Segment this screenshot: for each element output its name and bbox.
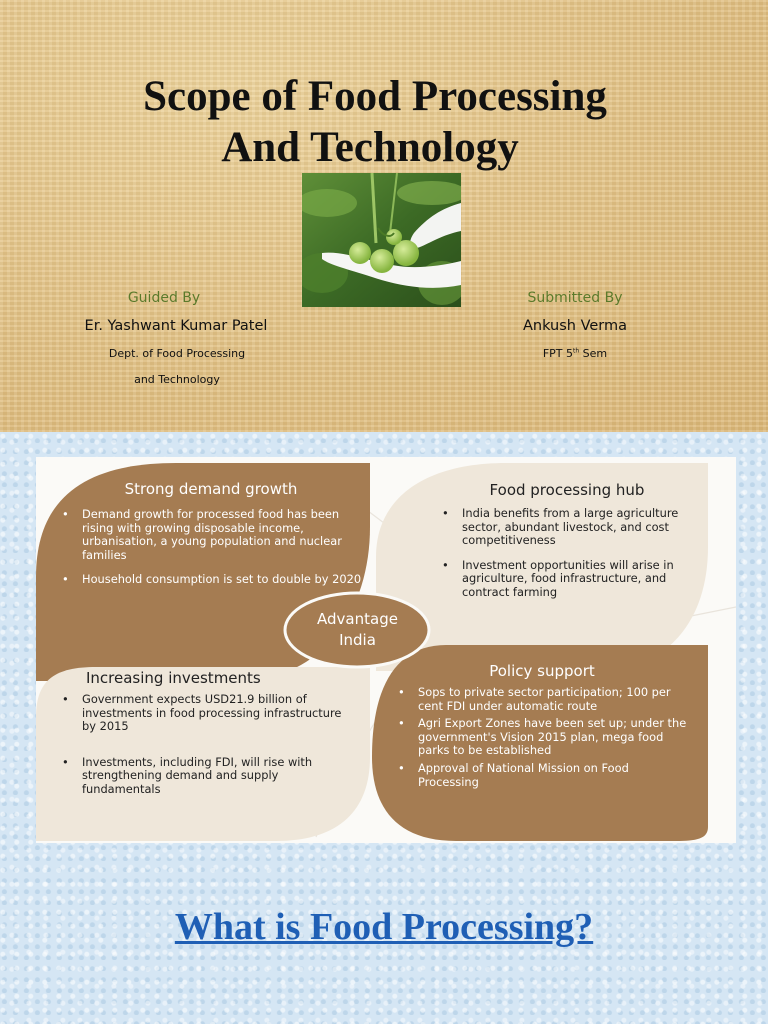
submitted-by-heading: Submitted By [527, 290, 623, 306]
tomatoes-in-gloved-hands-photo [302, 173, 461, 307]
advantage-india-slide [0, 432, 768, 1024]
slide-title-line-2: And Technology [221, 124, 519, 171]
food-hub-box [436, 481, 698, 611]
strong-demand-bullet-1: • Demand growth for processed food has been rising with growing disposable income, urbanisation, a young population and nuclear families [56, 508, 366, 562]
guide-dept-block-2 [92, 373, 262, 386]
guide-name: Er. Yashwant Kumar Patel [84, 318, 268, 334]
advantage-india-infographic [36, 457, 736, 843]
guide-dept-line-2: and Technology [134, 373, 220, 386]
slide-title-line-1: Scope of Food Processing [143, 73, 607, 120]
increasing-investments-title: Increasing investments [86, 669, 261, 687]
what-is-food-processing-link[interactable]: What is Food Processing? [174, 906, 594, 948]
guide-dept-block [82, 347, 272, 360]
submitter-name: Ankush Verma [522, 318, 628, 334]
policy-support-bullet-2: • Agri Export Zones have been set up; under the government's Vision 2015 plan, mega food parks to be established [392, 717, 692, 758]
food-hub-bullet-1: • India benefits from a large agriculture sector, abundant livestock, and cost competitiveness [436, 507, 698, 548]
guide-name-block [62, 318, 290, 334]
submitter-class-block [500, 347, 650, 360]
strong-demand-bullet-2: • Household consumption is set to double by 2020 [56, 573, 366, 587]
food-hub-title: Food processing hub [489, 481, 645, 499]
policy-support-bullet-3: • Approval of National Mission on Food Processing [392, 762, 692, 789]
guided-by-heading: Guided By [127, 290, 201, 306]
policy-support-bullet-1: • Sops to private sector participation; 100 per cent FDI under automatic route [392, 686, 692, 713]
advantage-india-label: Advantage India [317, 610, 398, 649]
increasing-investments-box [56, 669, 356, 808]
submitter-name-block [500, 318, 650, 334]
policy-support-box [392, 662, 692, 800]
food-hub-bullet-2: • Investment opportunities will arise in agriculture, food infrastructure, and contract farming [436, 559, 698, 600]
title-slide [0, 0, 768, 432]
submitter-class: FPT 5th Sem [542, 347, 608, 360]
increasing-investments-bullet-2: • Investments, including FDI, will rise with strengthening demand and supply fundamentals [56, 756, 356, 797]
guided-by-block [95, 290, 233, 306]
submitted-by-block [500, 290, 650, 306]
policy-support-title: Policy support [489, 662, 595, 680]
strong-demand-title: Strong demand growth [124, 480, 298, 498]
strong-demand-box [56, 480, 366, 598]
increasing-investments-bullet-1: • Government expects USD21.9 billion of investments in food processing infrastructure by 2015 [56, 693, 356, 734]
guide-dept-line-1: Dept. of Food Processing [108, 347, 246, 360]
